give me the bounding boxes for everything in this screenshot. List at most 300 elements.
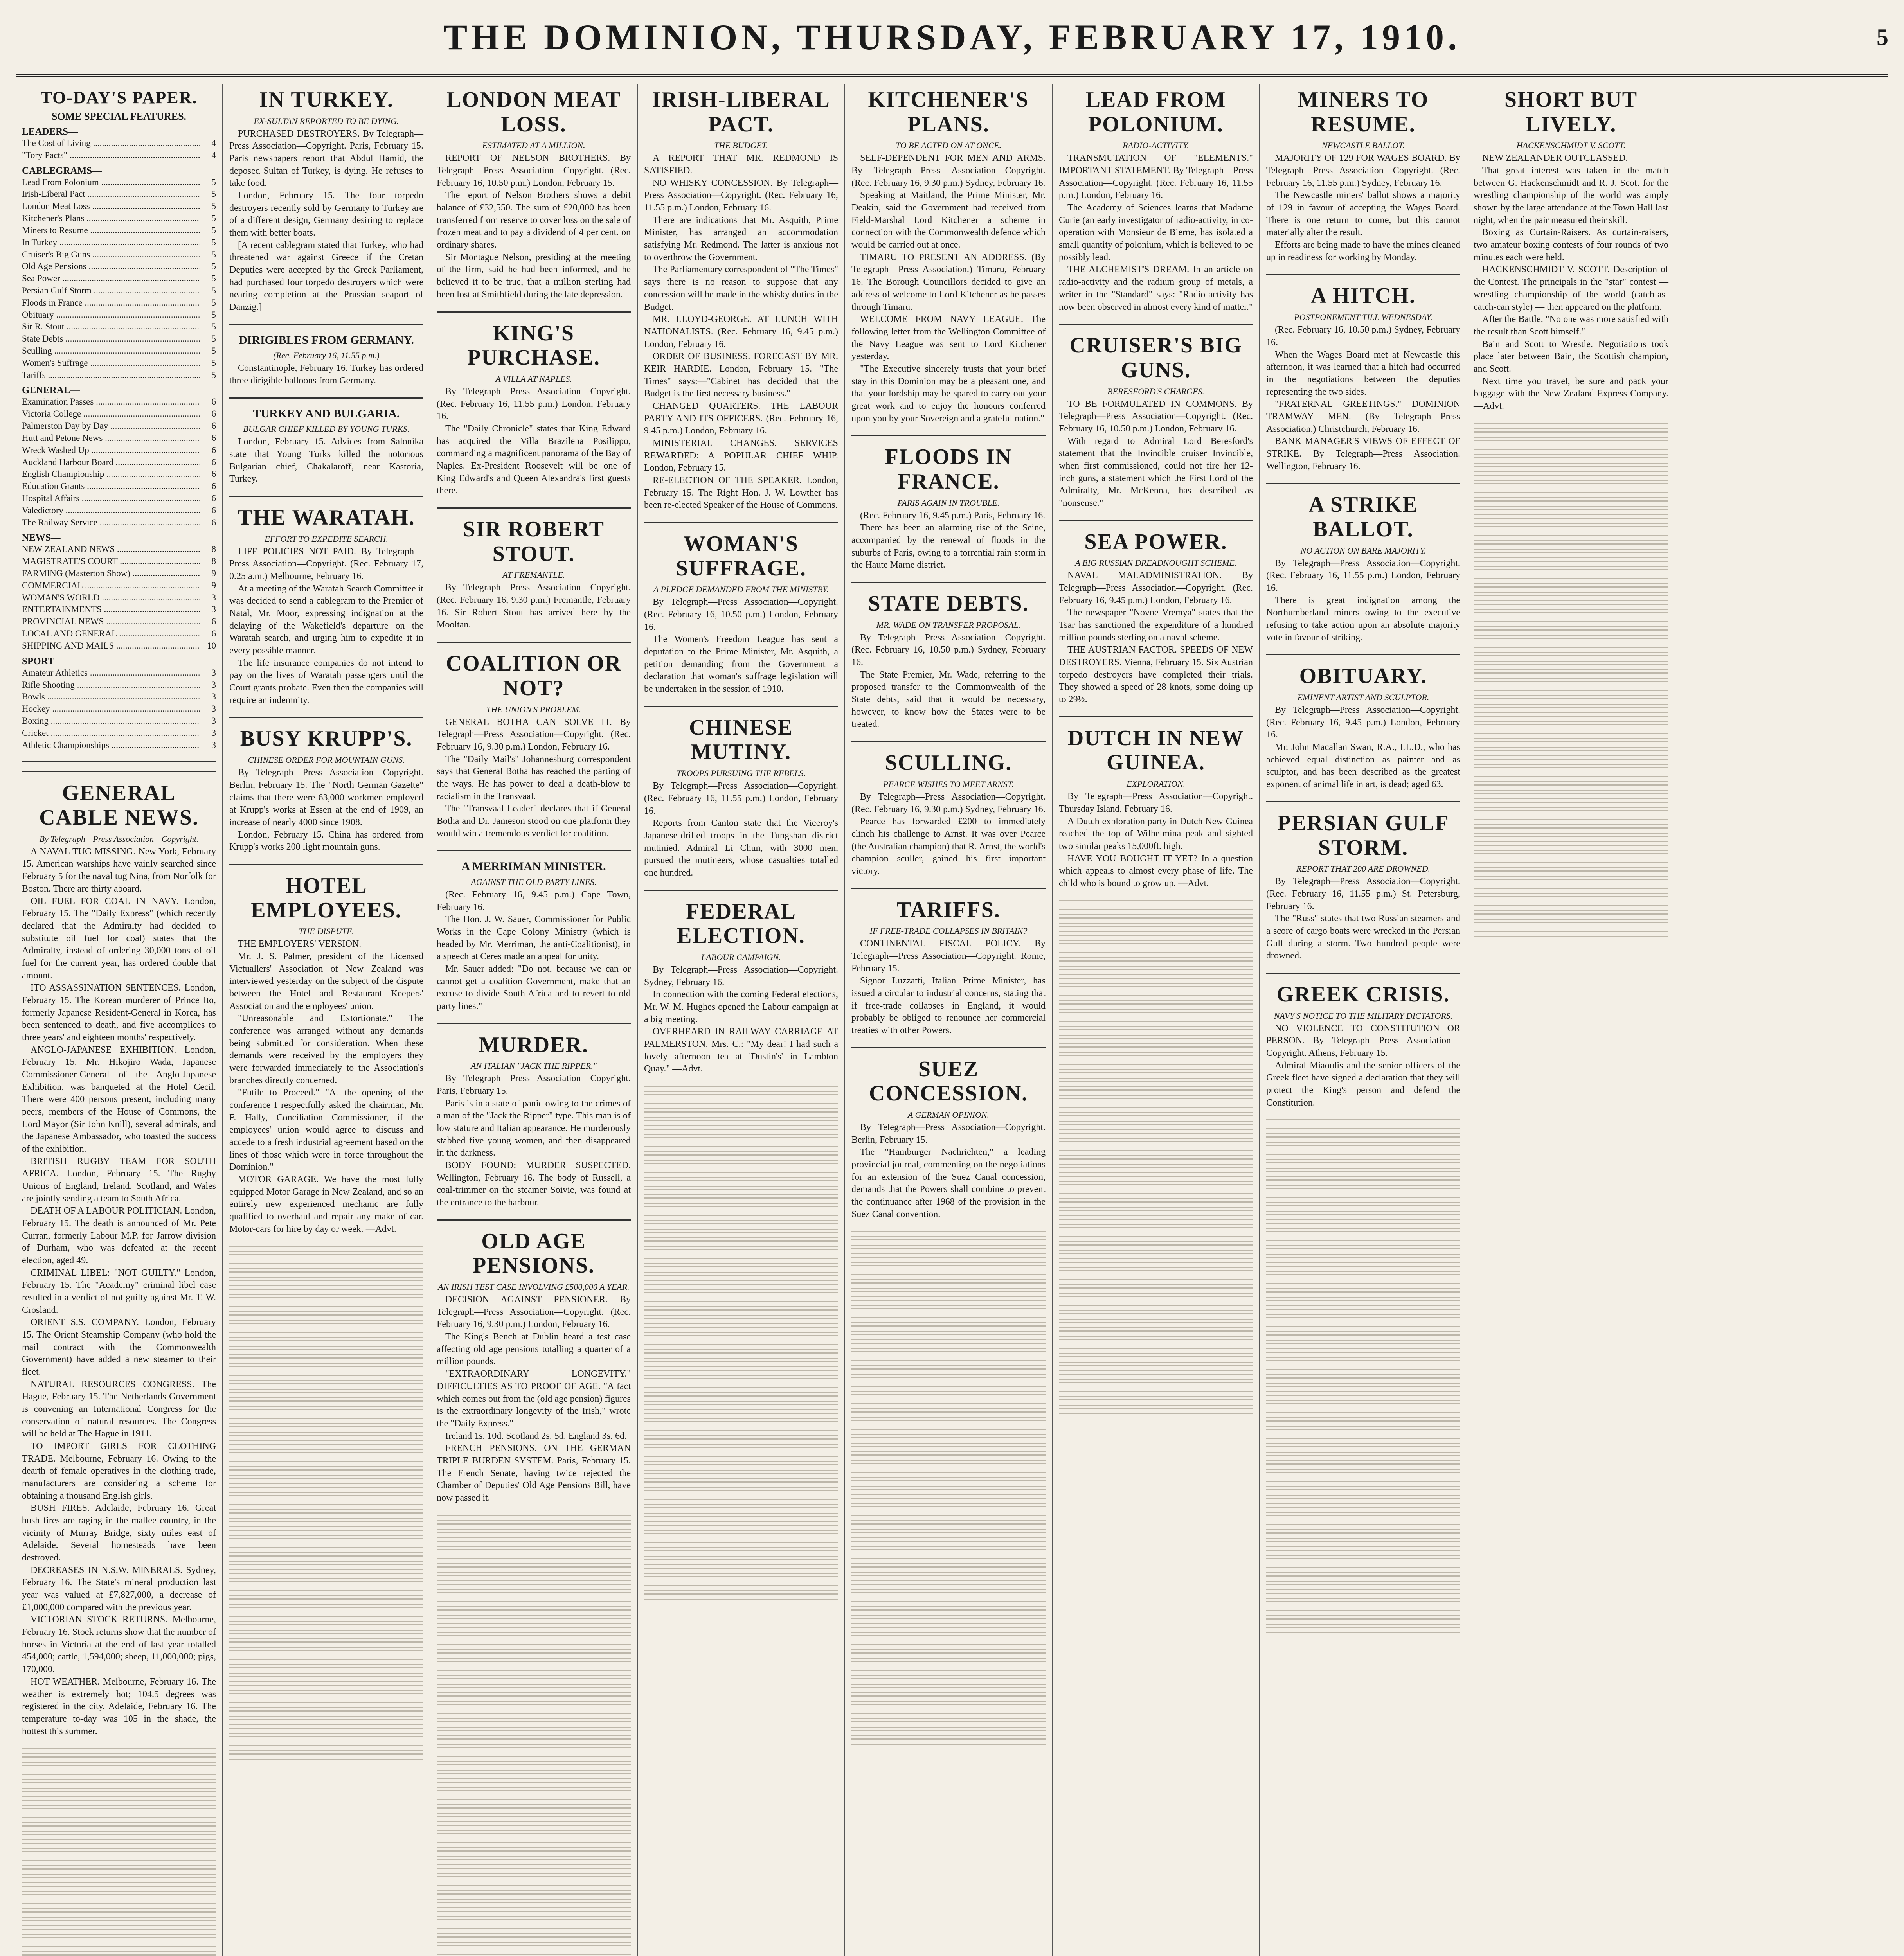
index-page: 3 (211, 604, 216, 615)
text-filler (229, 1452, 423, 1458)
text-filler (1059, 1391, 1253, 1397)
divider-rule (229, 496, 423, 497)
paragraph: The report of Nelson Brothers shows a debit balance of £32,550. The sum of £20,000 has been transferred from reserve to cover loss on the sale of frozen meat and to pay a dividend of 4 per cent. on ordinary shares. (437, 190, 631, 250)
text-filler (1474, 853, 1668, 859)
paragraph: By Telegraph—Press Association—Copyright. (Rec. February 16, 11.55 p.m.) London, February 16. (1266, 558, 1460, 593)
paragraph: TO IMPORT GIRLS FOR CLOTHING TRADE. Melbourne, February 16. Owing to the dearth of female operatives in the clothing trade, manufacturers are considering a scheme for obtaining a thousand English girls. (22, 1441, 216, 1501)
text-filler (851, 1454, 1046, 1461)
text-filler (1474, 664, 1668, 670)
text-filler (1474, 759, 1668, 765)
text-filler (1059, 969, 1253, 975)
text-filler (437, 1928, 631, 1934)
index-page: 6 (211, 493, 216, 503)
text-filler (851, 1670, 1046, 1676)
index-label: Boxing ..... (22, 715, 200, 727)
text-filler (644, 1249, 838, 1255)
index-row (22, 444, 216, 457)
text-filler (644, 1542, 838, 1548)
index-label: COMMERCIAL ..... (22, 580, 200, 592)
article-miners-to-resume (1266, 88, 1460, 264)
text-filler (851, 1601, 1046, 1607)
index-label: MAGISTRATE'S COURT ..... (22, 556, 200, 568)
text-filler (851, 1274, 1046, 1280)
text-filler (851, 1609, 1046, 1616)
text-filler (1474, 913, 1668, 920)
text-filler (1266, 1248, 1460, 1255)
text-filler (437, 1782, 631, 1788)
page-number: 5 (1877, 24, 1888, 50)
paragraph: The newspaper "Novoe Vremya" states that the Tsar has sanctioned the expenditure of a hundred million pounds sterling on a naval scheme. (1059, 608, 1253, 643)
index-row (22, 396, 216, 408)
text-filler (851, 1661, 1046, 1667)
index-row (22, 480, 216, 493)
text-filler (437, 1592, 631, 1598)
text-filler (437, 1601, 631, 1607)
text-filler (851, 1652, 1046, 1659)
paragraph: There has been an alarming rise of the Seine, accompanied by the renewal of floods in the suburbs of Paris, owing to a torrential rain storm in the Haute Marne district. (851, 523, 1046, 570)
text-filler (1474, 586, 1668, 593)
text-filler (1059, 1399, 1253, 1406)
index-page: 6 (211, 433, 216, 443)
article-federal-election (644, 899, 838, 1075)
text-filler (1474, 578, 1668, 584)
index-row (22, 369, 216, 381)
article-turkey-bulgaria (229, 407, 423, 485)
text-filler (229, 1530, 423, 1536)
index-label: State Debts ..... (22, 333, 200, 345)
text-filler (1266, 1515, 1460, 1521)
text-filler (644, 1163, 838, 1169)
index-label: Sculling ..... (22, 345, 200, 357)
text-filler (1474, 776, 1668, 782)
text-filler (229, 1263, 423, 1269)
text-filler (1474, 707, 1668, 713)
text-filler (1266, 1197, 1460, 1203)
index-row (22, 188, 216, 200)
index-page: 3 (211, 592, 216, 602)
text-filler (437, 1721, 631, 1728)
text-filler (1474, 862, 1668, 868)
index-page: 9 (211, 568, 216, 578)
text-filler (1266, 1472, 1460, 1478)
index-row (22, 556, 216, 568)
text-filler (1266, 1593, 1460, 1599)
article-obituary (1266, 664, 1460, 791)
paragraph: There is great indignation among the Northumberland miners owing to the executive refusing to take action upon an absolute majority vote in favour of striking. (1266, 595, 1460, 643)
text-filler (1474, 672, 1668, 679)
text-filler (1266, 1162, 1460, 1169)
text-filler (1474, 741, 1668, 748)
text-filler (437, 1859, 631, 1865)
index-row (22, 345, 216, 357)
index-row (22, 592, 216, 604)
paragraph: The "Daily Chronicle" states that King Edward has acquired the Villa Brazilena Posilippo, commanding a magnificent panorama of the Bay of Naples. Ex-President Roosevelt will be one of King Edward's and Queen Alexandra's first guests there. (437, 423, 631, 496)
divider-rule (644, 706, 838, 707)
index-label: Hockey ..... (22, 703, 200, 715)
paragraph: The State Premier, Mr. Wade, referring to the proposed transfer to the Commonwealth of the State debts, said that it would be necessary, however, to know how the States were to be treated. (851, 669, 1046, 730)
text-filler (851, 1618, 1046, 1624)
byline: NO ACTION ON BARE MAJORITY. (1300, 545, 1426, 556)
headline: TARIFFS. (896, 897, 1001, 922)
paragraph: After the Battle. "No one was more satisfied with the result than Scott himself." (1474, 314, 1668, 337)
text-filler (851, 1627, 1046, 1633)
byline: EXPLORATION. (1126, 779, 1186, 789)
text-filler (229, 1633, 423, 1639)
divider-rule (644, 890, 838, 891)
byline: THE UNION'S PROBLEM. (486, 704, 581, 714)
paragraph: The Hon. J. W. Sauer, Commissioner for Public Works in the Cape Colony Ministry (which is headed by Mr. Merriman, the anti-Coalitionist), in a speech at Ceres made an appeal for unity. (437, 914, 631, 962)
paragraph: NO WHISKY CONCESSION. By Telegraph—Press Association—Copyright. (Rec. February 16, 11.55 p.m.) London, February 16. (644, 178, 838, 213)
paragraph: Mr. Sauer added: "Do not, because we can or cannot get a coalition Government, make that an excuse to divide South Africa and to revert to old party lines." (437, 964, 631, 1011)
index-row (22, 321, 216, 333)
byline: BULGAR CHIEF KILLED BY YOUNG TURKS. (243, 424, 410, 434)
headline: DUTCH IN NEW GUINEA. (1067, 726, 1244, 775)
text-filler (1266, 1352, 1460, 1358)
text-filler (1474, 475, 1668, 481)
text-filler (851, 1592, 1046, 1598)
text-filler (1266, 1489, 1460, 1496)
text-filler (644, 1395, 838, 1402)
divider-rule (437, 642, 631, 643)
index-section-heading: LEADERS— (22, 126, 78, 137)
text-filler (229, 1616, 423, 1622)
byline: AN ITALIAN "JACK THE RIPPER." (471, 1061, 597, 1071)
index-label: Cruiser's Big Guns ..... (22, 249, 200, 261)
article-suez-concession (851, 1057, 1046, 1221)
text-filler (1474, 629, 1668, 636)
text-filler (1266, 1455, 1460, 1461)
text-filler (437, 1618, 631, 1624)
headline: WOMAN'S SUFFRAGE. (676, 531, 806, 581)
article-murder (437, 1033, 631, 1209)
column-6 (1053, 84, 1260, 1956)
paragraph: The life insurance companies do not intend to pay on the lives of Waratah passengers until the Court grants probate. Even then the companies will require an indemnity. (229, 658, 423, 705)
byline: THE DISPUTE. (299, 926, 354, 937)
paragraph: (Rec. February 16, 10.50 p.m.) Sydney, February 16. (1266, 325, 1460, 347)
text-filler (1474, 595, 1668, 601)
article-old-age-pensions (437, 1229, 631, 1505)
text-filler (644, 1103, 838, 1109)
text-filler (851, 1360, 1046, 1366)
byline: POSTPONEMENT TILL WEDNESDAY. (1294, 312, 1432, 322)
text-filler (1059, 1382, 1253, 1388)
index-page: 3 (211, 704, 216, 714)
text-filler (229, 1547, 423, 1553)
index-row (22, 667, 216, 679)
article-womens-suffrage (644, 532, 838, 696)
text-filler (644, 1284, 838, 1290)
paragraph: NATURAL RESOURCES CONGRESS. The Hague, February 15. The Netherlands Government is convening an International Congress for the conservation of natural resources. The Congress will be held at The Hague in 1911. (22, 1379, 216, 1439)
text-filler (437, 1652, 631, 1659)
headline: MURDER. (479, 1032, 588, 1057)
index-page: 5 (211, 225, 216, 235)
text-filler (644, 1146, 838, 1152)
text-filler (229, 1246, 423, 1252)
text-filler (437, 1687, 631, 1693)
divider-rule (1266, 654, 1460, 655)
text-filler (22, 1937, 216, 1943)
byline: RADIO-ACTIVITY. (1123, 140, 1189, 151)
text-filler (229, 1349, 423, 1355)
paragraph: HOT WEATHER. Melbourne, February 16. The weather is extremely hot; 104.5 degrees was registered in the city. Adelaide, February 16. The temperature to-day was 105 in the shade, the hottest this summer. (22, 1676, 216, 1737)
text-filler (1266, 1498, 1460, 1504)
text-filler (437, 1850, 631, 1857)
text-filler (22, 1782, 216, 1789)
text-filler (1474, 492, 1668, 498)
text-filler (1474, 449, 1668, 455)
text-filler (644, 1378, 838, 1384)
text-filler (1474, 535, 1668, 541)
text-filler (229, 1598, 423, 1605)
column-1 (16, 84, 223, 1956)
text-filler (1266, 1171, 1460, 1177)
article-sir-robert-stout (437, 517, 631, 631)
text-filler (851, 1584, 1046, 1590)
paragraph: ITO ASSASSINATION SENTENCES. London, February 15. The Korean murderer of Prince Ito, formerly Japanese Resident-General in Korea, has been sentenced to death, and five accomplices to three years' and eighteen months' respectively. (22, 983, 216, 1043)
text-filler (1266, 1317, 1460, 1323)
index-page: 9 (211, 580, 216, 590)
headline: GENERAL CABLE NEWS. (39, 781, 199, 830)
text-filler (851, 1549, 1046, 1555)
text-filler (1474, 561, 1668, 567)
paragraph: Reports from Canton state that the Viceroy's Japanese-drilled troops in the Tungshan district mutinied. Admiral Li Chun, with 3000 men, pursued the mutineers, whose casualties totalled one hundred. (644, 818, 838, 878)
byline: ESTIMATED AT A MILLION. (482, 140, 585, 151)
text-filler (229, 1512, 423, 1519)
text-filler (1059, 1219, 1253, 1225)
text-filler (1266, 1463, 1460, 1470)
text-filler (1474, 681, 1668, 687)
text-filler (851, 1334, 1046, 1340)
text-filler (229, 1297, 423, 1303)
index-page: 6 (211, 617, 216, 627)
text-filler (437, 1558, 631, 1564)
text-filler (229, 1719, 423, 1725)
index-label: "Tory Pacts" ..... (22, 149, 200, 162)
text-filler (1474, 793, 1668, 799)
text-filler (1266, 1257, 1460, 1263)
paragraph: At a meeting of the Waratah Search Committee it was decided to send a cablegram to the Premier of Natal, Mr. Moor, expressing indignation at the delaying of the Wakefield's departure on the Waratah search, and urging him to expedite it in every possible manner. (229, 583, 423, 656)
text-filler (1266, 1343, 1460, 1349)
text-filler (851, 1351, 1046, 1357)
byline: CHINESE ORDER FOR MOUNTAIN GUNS. (248, 755, 405, 765)
byline: PARIS AGAIN IN TROUBLE. (897, 498, 1000, 508)
text-filler (851, 1566, 1046, 1573)
index-page: 6 (211, 409, 216, 419)
text-filler (437, 1893, 631, 1900)
index-row (22, 604, 216, 616)
index-row (22, 739, 216, 751)
divider-rule (437, 311, 631, 313)
text-filler (1266, 1403, 1460, 1409)
index-label: Examination Passes ..... (22, 396, 200, 408)
byline: AT FREMANTLE. (502, 570, 565, 580)
index-label: NEW ZEALAND NEWS ..... (22, 543, 200, 556)
text-filler (1059, 1287, 1253, 1294)
text-filler (644, 1301, 838, 1307)
text-filler (1266, 1145, 1460, 1151)
paragraph: Mr. J. S. Palmer, president of the Licensed Victuallers' Association of New Zealand was interviewed yesterday on the subject of the dispute between the Hotel and Restaurant Keepers' Association and the employees' union. (229, 951, 423, 1011)
text-filler (851, 1506, 1046, 1512)
index-row (22, 432, 216, 444)
text-filler (851, 1386, 1046, 1392)
text-filler (437, 1842, 631, 1848)
paragraph: By Telegraph—Press Association—Copyright. (Rec. February 16, 11.55 p.m.) London, February 16. (644, 781, 838, 816)
text-filler (229, 1332, 423, 1338)
byline: LABOUR CAMPAIGN. (701, 952, 781, 962)
byline: By Telegraph—Press Association—Copyright. (39, 834, 199, 844)
paragraph: A Dutch exploration party in Dutch New Guinea reached the top of Wilhelmina peak and sighted two similar peaks 15,000ft. high. (1059, 816, 1253, 851)
text-filler (851, 1420, 1046, 1426)
paragraph: Signor Luzzatti, Italian Prime Minister, has issued a circular to industrial concerns, stating that if free-trade collapses in England, it would probably be obliged to renounce her commercial treaties with other Powers. (851, 976, 1046, 1036)
divider-rule (229, 397, 423, 399)
text-filler (644, 1550, 838, 1557)
paragraph: VICTORIAN STOCK RETURNS. Melbourne, February 16. Stock returns show that the number of horses in Victoria at the end of last year totalled 454,000; cattle, 1,594,000; sheep, 11,000,000; pigs, 170,000. (22, 1614, 216, 1675)
text-filler (644, 1137, 838, 1143)
headline: IRISH-LIBERAL PACT. (652, 88, 830, 137)
text-filler (1266, 1291, 1460, 1298)
text-filler (644, 1533, 838, 1539)
paragraph: Sir Montague Nelson, presiding at the meeting of the firm, said he had been informed, and he believed it to be true, that a million sterling had been lost at Smithfield during the late depression. (437, 252, 631, 300)
paragraph: By Telegraph—Press Association—Copyright. (Rec. February 16, 9.45 p.m.) London, February 16. (1266, 705, 1460, 740)
divider-rule (851, 888, 1046, 889)
text-filler (437, 1816, 631, 1822)
index-label: PROVINCIAL NEWS ..... (22, 616, 200, 628)
paragraph: Admiral Miaoulis and the senior officers of the Greek fleet have signed a declaration that they will protect the King's person and defend the Constitution. (1266, 1060, 1460, 1108)
paragraph: With regard to Admiral Lord Beresford's statement that the Invincible cruiser Invincible, when first commissioned, could not fire her 12-inch guns, a statement which the First Lord of the Admiralty, Mr. McKenna, has described as "nonsense." (1059, 436, 1253, 508)
divider-rule (851, 1047, 1046, 1048)
paragraph: The "Transvaal Leader" declares that if General Botha and Dr. Jameson stood on one platform they would win a tremendous verdict for coalition. (437, 804, 631, 839)
text-filler (1059, 909, 1253, 915)
text-filler (229, 1289, 423, 1295)
article-merriman (437, 860, 631, 1012)
text-filler (22, 1791, 216, 1797)
index-label: Old Age Pensions ..... (22, 261, 200, 273)
text-filler (1059, 1236, 1253, 1242)
text-filler (851, 1498, 1046, 1504)
text-filler (851, 1463, 1046, 1469)
paragraph: That great interest was taken in the match between G. Hackenschmidt and R. J. Scott for the wrestling championship of the world was amply shown by the large attendance at the Town Hall last night, when the pair measured their skill. (1474, 165, 1668, 225)
divider-rule (1059, 324, 1253, 325)
index-page: 4 (211, 150, 216, 160)
article-london-meat-loss (437, 88, 631, 301)
text-filler (851, 1678, 1046, 1685)
text-filler (22, 1911, 216, 1918)
text-filler (1059, 943, 1253, 949)
text-filler (644, 1516, 838, 1522)
paragraph: MOTOR GARAGE. We have the most fully equipped Motor Garage in New Zealand, and so an entirely new experienced mechanic are fully qualified to overhaul and repair any make of car. Motor-cars for hire by day or week. —Advt. (229, 1174, 423, 1234)
paragraph: CONTINENTAL FISCAL POLICY. By Telegraph—Press Association—Copyright. Rome, February 15. (851, 938, 1046, 974)
index-row (22, 309, 216, 321)
index-page: 3 (211, 692, 216, 702)
text-filler (1059, 1374, 1253, 1380)
index-row (22, 297, 216, 309)
text-filler (1474, 716, 1668, 722)
text-filler (1474, 845, 1668, 851)
paragraph: By Telegraph—Press Association—Copyright. (Rec. February 16, 10.50 p.m.) Sydney, February 16. (851, 632, 1046, 668)
index-label: In Turkey ..... (22, 237, 200, 249)
text-filler (1059, 952, 1253, 958)
text-filler (229, 1444, 423, 1450)
text-filler (1059, 1029, 1253, 1036)
text-filler (851, 1239, 1046, 1246)
paragraph: REPORT OF NELSON BROTHERS. By Telegraph—Press Association—Copyright. (Rec. February 16, 10.50 p.m.) London, February 15. (437, 153, 631, 188)
text-filler (851, 1730, 1046, 1736)
text-filler (851, 1523, 1046, 1530)
headline: COALITION OR NOT? (446, 651, 622, 700)
text-filler (1266, 1575, 1460, 1582)
text-filler (1474, 879, 1668, 885)
text-filler (229, 1314, 423, 1321)
paragraph: By Telegraph—Press Association—Copyright. (Rec. February 16, 11.55 p.m.) London, February 16. (437, 386, 631, 422)
text-filler (437, 1644, 631, 1650)
text-filler (22, 1954, 216, 1956)
divider-rule (1059, 520, 1253, 521)
paragraph: The "Russ" states that two Russian steamers and a score of cargo boats were wrecked in the Persian Gulf during a storm. Two hundred people were drowned. (1266, 913, 1460, 961)
text-filler (644, 1404, 838, 1410)
text-filler (1474, 431, 1668, 438)
text-filler (1474, 638, 1668, 644)
text-filler (229, 1624, 423, 1631)
byline: TO BE ACTED ON AT ONCE. (895, 140, 1002, 151)
index-page: 8 (211, 544, 216, 554)
text-filler (851, 1687, 1046, 1693)
index-label: The Cost of Living ..... (22, 137, 200, 149)
text-filler (1059, 1003, 1253, 1010)
index-label: Valedictory ..... (22, 505, 200, 517)
byline: A PLEDGE DEMANDED FROM THE MINISTRY. (653, 584, 829, 595)
index-label: Lead From Polonium ..... (22, 176, 200, 189)
index-section-heading: GENERAL— (22, 385, 80, 396)
text-filler (229, 1538, 423, 1544)
text-filler (1059, 1176, 1253, 1182)
text-filler (1266, 1507, 1460, 1513)
text-filler (1474, 724, 1668, 730)
text-filler (229, 1702, 423, 1708)
paragraph: NAVAL MALADMINISTRATION. By Telegraph—Press Association—Copyright. (Rec. February 16, 9.45 p.m.) London, February 16. (1059, 570, 1253, 606)
columns (16, 84, 1888, 1956)
divider-rule (22, 771, 216, 772)
index-label: Irish-Liberal Pact ..... (22, 188, 200, 200)
text-filler (851, 1721, 1046, 1728)
paragraph: London, February 15. China has ordered from Krupp's works 200 light mountain guns. (229, 829, 423, 852)
text-filler (644, 1481, 838, 1488)
text-filler (1474, 810, 1668, 816)
divider-rule (229, 324, 423, 325)
text-filler (1474, 690, 1668, 696)
text-filler (1266, 1627, 1460, 1633)
text-filler (437, 1549, 631, 1555)
index-page: 6 (211, 517, 216, 527)
index-label: Wreck Washed Up ..... (22, 444, 200, 457)
index-row (22, 333, 216, 345)
text-filler (851, 1738, 1046, 1745)
index-page: 5 (211, 201, 216, 211)
text-filler (1059, 1089, 1253, 1096)
text-filler (1474, 870, 1668, 877)
text-filler (1059, 1133, 1253, 1139)
index-label: English Championship ..... (22, 468, 200, 480)
text-filler (22, 1825, 216, 1832)
text-filler (851, 1325, 1046, 1332)
index-row (22, 493, 216, 505)
divider-rule (437, 1219, 631, 1221)
paragraph: THE ALCHEMIST'S DREAM. In an article on radio-activity and the radium group of metals, a writer in the "Standard" says: "Radio-activity has now been observed in almost every kind of matter." (1059, 264, 1253, 312)
text-filler (644, 1447, 838, 1453)
text-filler (1266, 1222, 1460, 1229)
text-filler (1059, 1012, 1253, 1018)
headline: FLOODS IN FRANCE. (885, 445, 1012, 494)
index-row (22, 225, 216, 237)
